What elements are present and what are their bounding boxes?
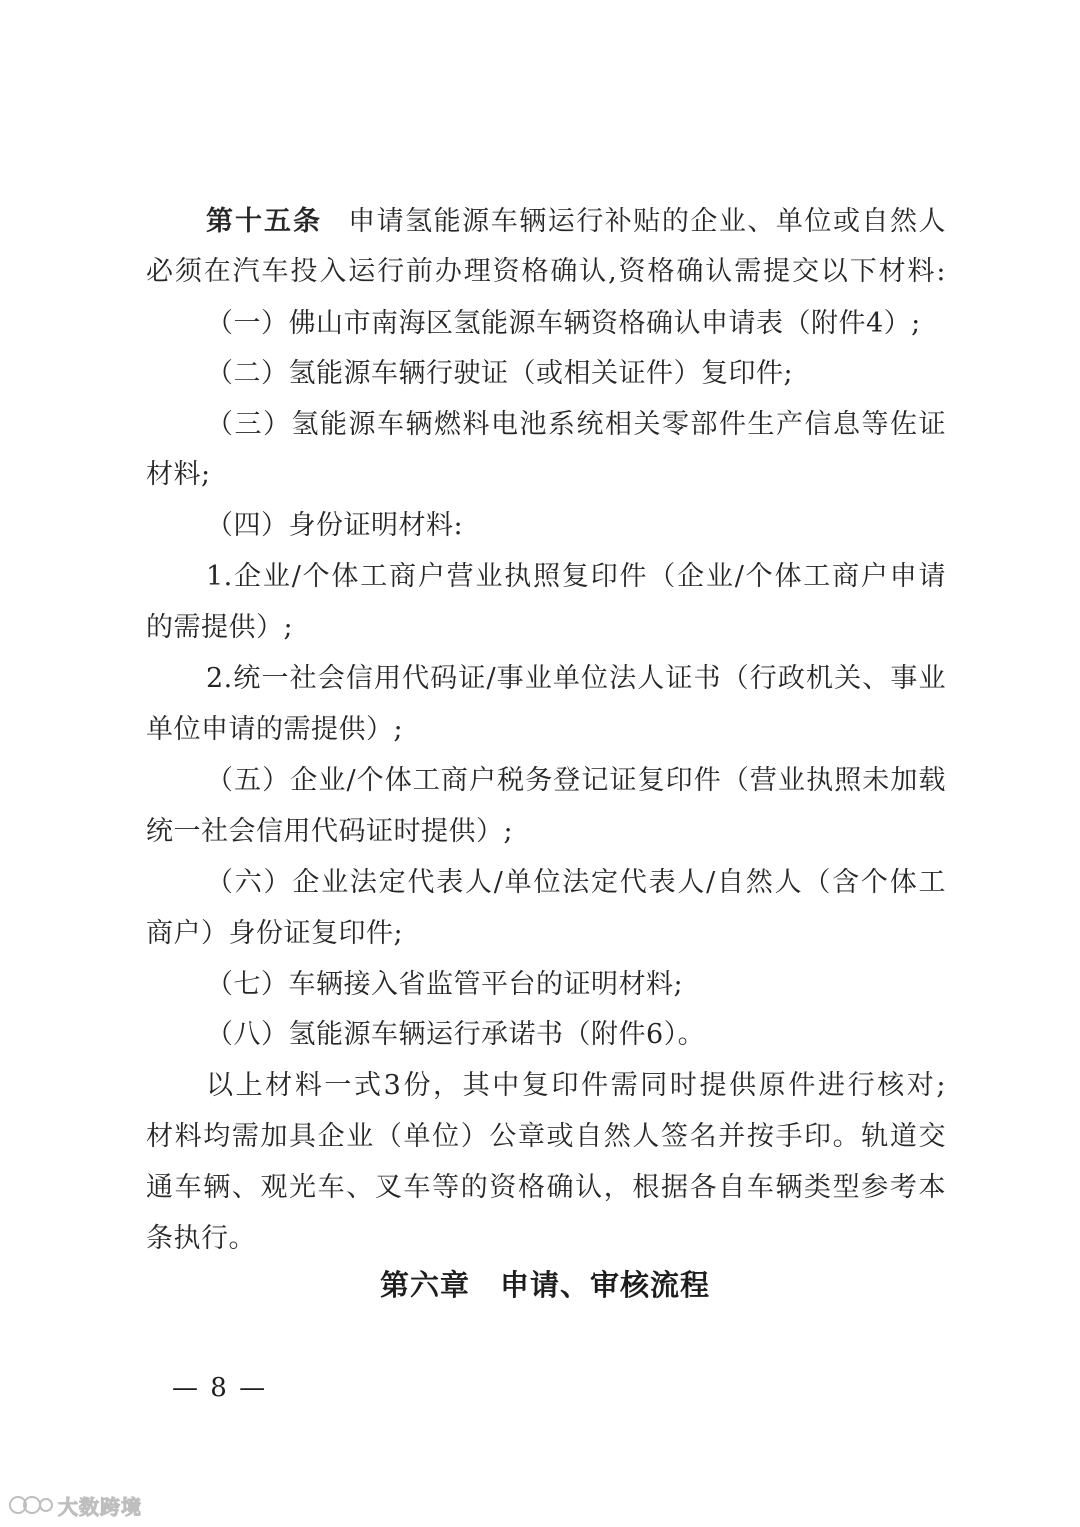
sub-item-2-line-1: 2.统一社会信用代码证/事业单位法人证书（行政机关、事业 bbox=[206, 663, 946, 694]
closing-line-4: 条执行。 bbox=[146, 1223, 256, 1254]
watermark-text: 大数跨境 bbox=[58, 1494, 142, 1519]
sub-item-1-line-2: 的需提供）; bbox=[146, 612, 294, 643]
article-15-intro-line bbox=[206, 195, 946, 249]
article-intro-line-2: 必须在汽车投入运行前办理资格确认,资格确认需提交以下材料: bbox=[146, 256, 946, 287]
item-3-line-2: 材料; bbox=[146, 459, 211, 490]
article-number: 第十五条 bbox=[206, 206, 323, 237]
item-6-line-2: 商户）身份证复印件; bbox=[146, 918, 404, 949]
watermark bbox=[8, 1489, 142, 1521]
watermark-logo-icon bbox=[8, 1491, 54, 1519]
item-5-line-2: 统一社会信用代码证时提供）; bbox=[146, 816, 514, 847]
item-1: （一）佛山市南海区氢能源车辆资格确认申请表（附件4）; bbox=[206, 308, 921, 339]
chapter-heading: 第六章 申请、审核流程 bbox=[379, 1268, 710, 1302]
closing-line-2: 材料均需加具企业（单位）公章或自然人签名并按手印。轨道交 bbox=[146, 1121, 946, 1152]
item-8: （八）氢能源车辆运行承诺书（附件6）。 bbox=[206, 1019, 706, 1050]
sub-item-1-line-1: 1.企业/个体工商户营业执照复印件（企业/个体工商户申请 bbox=[206, 561, 946, 592]
item-5-line-1: （五）企业/个体工商户税务登记证复印件（营业执照未加载 bbox=[206, 765, 946, 796]
item-3-line-1: （三）氢能源车辆燃料电池系统相关零部件生产信息等佐证 bbox=[206, 409, 946, 440]
closing-line-1: 以上材料一式3份，其中复印件需同时提供原件进行核对; bbox=[206, 1070, 946, 1101]
item-6-line-1: （六）企业法定代表人/单位法定代表人/自然人（含个体工 bbox=[206, 867, 946, 898]
sub-item-2-line-2: 单位申请的需提供）; bbox=[146, 714, 404, 745]
item-7: （七）车辆接入省监管平台的证明材料; bbox=[206, 969, 684, 1000]
item-4: （四）身份证明材料: bbox=[206, 510, 464, 541]
article-intro-text: 申请氢能源车辆运行补贴的企业、单位或自然人 bbox=[348, 206, 947, 237]
closing-line-3: 通车辆、观光车、叉车等的资格确认，根据各自车辆类型参考本 bbox=[146, 1172, 946, 1203]
item-2: （二）氢能源车辆行驶证（或相关证件）复印件; bbox=[206, 358, 794, 389]
page-number: — 8 — bbox=[172, 1373, 268, 1403]
